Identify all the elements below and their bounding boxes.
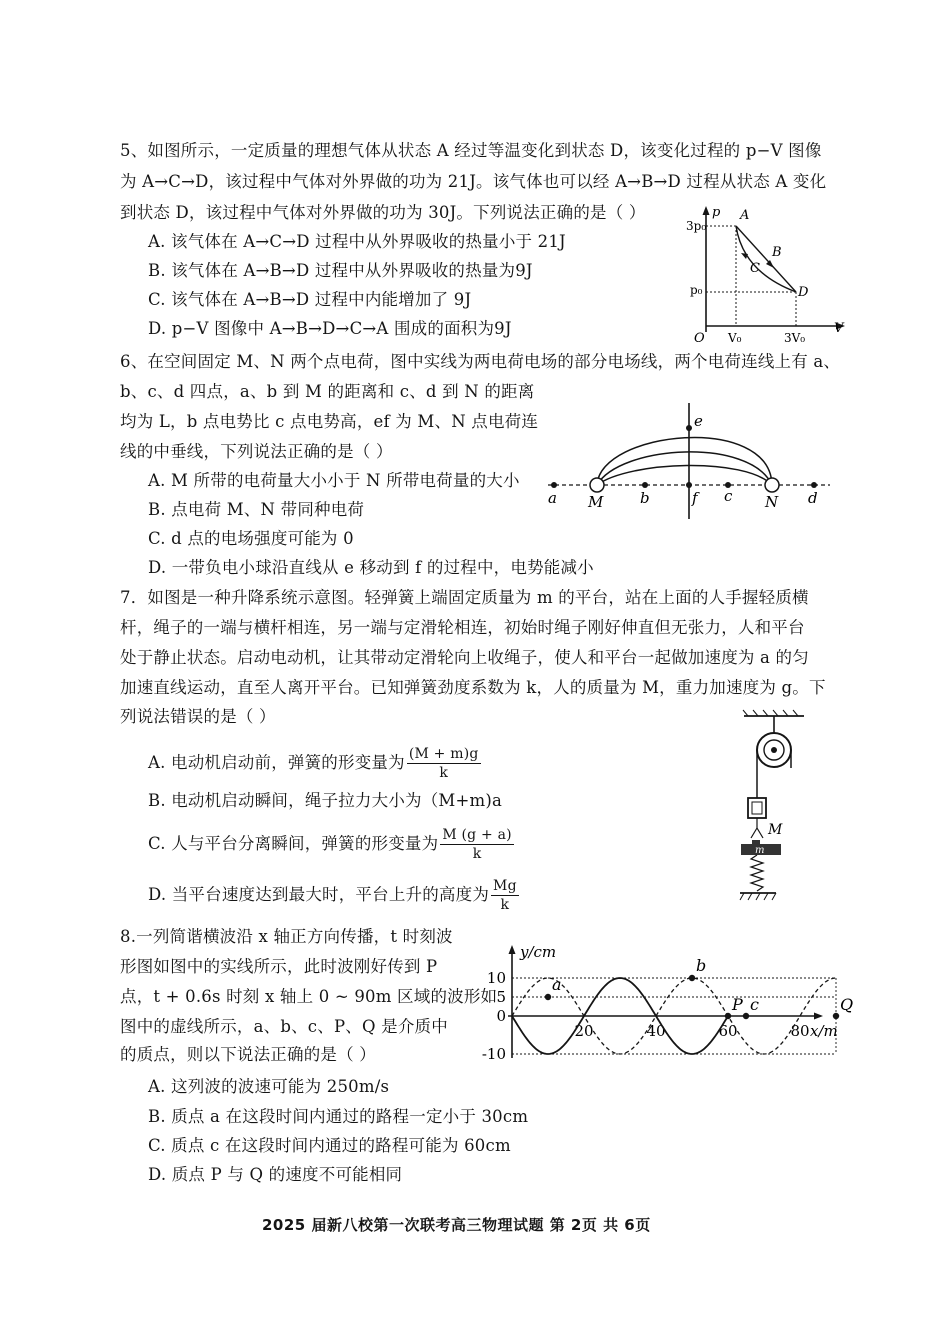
pv-state-c: C [750, 261, 760, 276]
electric-field-diagram [540, 403, 840, 521]
point-d-label: d [808, 489, 818, 507]
q8-option-c: C. 质点 c 在这段时间内通过的路程可能为 60cm [148, 1136, 511, 1155]
y-tick-5: 5 [496, 988, 506, 1006]
q5-option-a: A. 该气体在 A→C→D 过程中从外界吸收的热量小于 21J [148, 232, 566, 251]
q5-option-c: C. 该气体在 A→B→D 过程中内能增加了 9J [148, 290, 472, 309]
q6-stem-line4: 线的中垂线，下列说法正确的是（ ） [120, 442, 393, 461]
q8-option-a: A. 这列波的波速可能为 250m/s [148, 1077, 390, 1096]
q7-option-a-numerator: (M + m)g [408, 746, 479, 762]
pv-3v0-label: 3V₀ [784, 331, 806, 345]
wave-points [545, 956, 853, 1019]
q6-option-b: B. 点电荷 M、N 带同种电荷 [148, 500, 365, 519]
wave-point-c [743, 1013, 749, 1019]
q7-option-a-text: A. 电动机启动前，弹簧的形变量为 [148, 753, 405, 772]
q7-option-d-fraction [491, 878, 519, 913]
q7-option-c-text: C. 人与平台分离瞬间，弹簧的形变量为 [148, 834, 439, 853]
pv-v0-label: V₀ [728, 331, 742, 345]
pv-v-axis-label: V [834, 321, 844, 336]
wave-y-axis-label: y/cm [520, 943, 557, 961]
q7-stem-line2: 杆，绳子的一端与横杆相连，另一端与定滑轮相连，初始时绳子刚好伸直但无张力，人和平台 [120, 618, 805, 637]
q8-stem-line3: 点，t + 0.6s 时刻 x 轴上 0 ~ 90m 区域的波形如 [120, 987, 498, 1006]
pv-diagram [688, 204, 858, 344]
q5-stem-line1: 5、如图所示，一定质量的理想气体从状态 A 经过等温变化到状态 D，该变化过程的 p−V 图像 [120, 141, 822, 160]
x-tick-60: 60 [718, 1022, 738, 1040]
wave-point-Q [833, 1013, 839, 1019]
q5-stem-line2: 为 A→C→D，该过程中气体对外界做的功为 21J。该气体也可以经 A→B→D 过程从状态 A 变化 [120, 172, 827, 191]
wave-point-label-a: a [552, 975, 562, 994]
lift-system-diagram [738, 710, 810, 906]
q7-option-b: B. 电动机启动瞬间，绳子拉力大小为（M+m)a [148, 791, 503, 810]
q7-option-d-numerator: Mg [493, 878, 517, 894]
q6-option-a: A. M 所带的电荷量大小小于 N 所带电荷量的大小 [148, 471, 520, 490]
q8-stem-line2: 形图如图中的实线所示，此时波刚好传到 P [120, 957, 438, 976]
q7-stem-line1: 7．如图是一种升降系统示意图。轻弹簧上端固定质量为 m 的平台，站在上面的人手握轻质横 [120, 588, 809, 607]
page-footer: 2025 届新八校第一次联考高三物理试题 第 2页 共 6页 [262, 1216, 651, 1234]
wave-x-axis-label: x/m [810, 1022, 838, 1040]
charge-n-label: N [765, 493, 779, 511]
pv-p-axis-label: p [712, 205, 721, 220]
q7-option-c [148, 827, 514, 862]
person-mass-label: M [768, 822, 783, 838]
pv-state-d: D [798, 285, 809, 300]
q7-option-c-numerator: M (g + a) [442, 827, 512, 843]
pv-state-a: A [740, 208, 750, 223]
q6-stem-line2: b、c、d 四点，a、b 到 M 的距离和 c、d 到 N 的距离 [120, 382, 535, 401]
x-tick-20: 20 [574, 1022, 594, 1040]
point-e-label: e [694, 412, 703, 430]
platform-mass-label: m [755, 845, 765, 856]
wave-point-label-P: P [732, 995, 743, 1014]
y-tick-10: 10 [486, 969, 506, 987]
q5-stem-line3: 到状态 D，该过程中气体对外界做的功为 30J。下列说法正确的是（ ） [120, 203, 646, 222]
q8-option-b: B. 质点 a 在这段时间内通过的路程一定小于 30cm [148, 1107, 529, 1126]
point-c-label: c [724, 487, 733, 505]
q6-stem-line1: 6、在空间固定 M、N 两个点电荷，图中实线为两电荷电场的部分电场线，两个电荷连线上有 a、 [120, 352, 841, 371]
pv-state-b: B [772, 245, 782, 260]
q6-stem-line3: 均为 L，b 点电势比 c 点电势高，ef 为 M、N 点电荷连 [120, 412, 539, 431]
q7-option-a-denominator: k [439, 765, 449, 781]
q7-stem-line5: 列说法错误的是（ ） [120, 707, 276, 726]
q6-option-c: C. d 点的电场强度可能为 0 [148, 529, 354, 548]
q7-stem-line4: 加速直线运动，直至人离开平台。已知弹簧劲度系数为 k，人的质量为 M，重力加速度为 g。下 [120, 678, 826, 697]
x-tick-40: 40 [646, 1022, 666, 1040]
wave-point-label-b: b [696, 956, 707, 975]
q6-option-d: D. 一带负电小球沿直线从 e 移动到 f 的过程中，电势能减小 [148, 558, 594, 577]
pv-origin-label: O [694, 331, 705, 346]
q7-option-c-denominator: k [472, 846, 482, 862]
q5-option-d: D. p−V 图像中 A→B→D→C→A 围成的面积为9J [148, 319, 512, 338]
q5-option-b: B. 该气体在 A→B→D 过程中从外界吸收的热量为9J [148, 261, 533, 280]
wave-point-label-c: c [750, 995, 759, 1014]
q7-option-d [148, 878, 519, 913]
q7-option-c-fraction [440, 827, 513, 862]
q7-option-d-denominator: k [500, 897, 510, 913]
pv-p0-label: p₀ [690, 283, 703, 297]
pv-3p0-label: 3p₀ [686, 219, 707, 233]
point-b-label: b [640, 489, 650, 507]
x-tick-80: 80 [790, 1022, 810, 1040]
wave-point-label-Q: Q [840, 995, 854, 1014]
q7-option-d-text: D. 当平台速度达到最大时，平台上升的高度为 [148, 885, 490, 904]
point-a-label: a [548, 489, 557, 507]
y-tick--10: -10 [481, 1045, 506, 1063]
q7-stem-line3: 处于静止状态。启动电动机，让其带动定滑轮向上收绳子，使人和平台一起做加速度为 a 的匀 [120, 648, 809, 667]
q8-stem-line1: 8.一列简谐横波沿 x 轴正方向传播，t 时刻波 [120, 927, 453, 946]
q7-option-a-fraction [407, 746, 481, 781]
charge-m-label: M [588, 493, 604, 511]
q7-option-a [148, 746, 481, 781]
wave-point-b [689, 975, 695, 981]
point-f-label: f [692, 489, 698, 507]
y-tick-0: 0 [496, 1007, 506, 1025]
wave-point-P [725, 1013, 731, 1019]
q8-stem-line5: 的质点，则以下说法正确的是（ ） [120, 1045, 376, 1064]
wave-point-a [545, 994, 551, 1000]
q8-option-d: D. 质点 P 与 Q 的速度不可能相同 [148, 1165, 403, 1184]
q8-stem-line4: 图中的虚线所示，a、b、c、P、Q 是介质中 [120, 1017, 448, 1036]
wave-chart [468, 938, 854, 1073]
